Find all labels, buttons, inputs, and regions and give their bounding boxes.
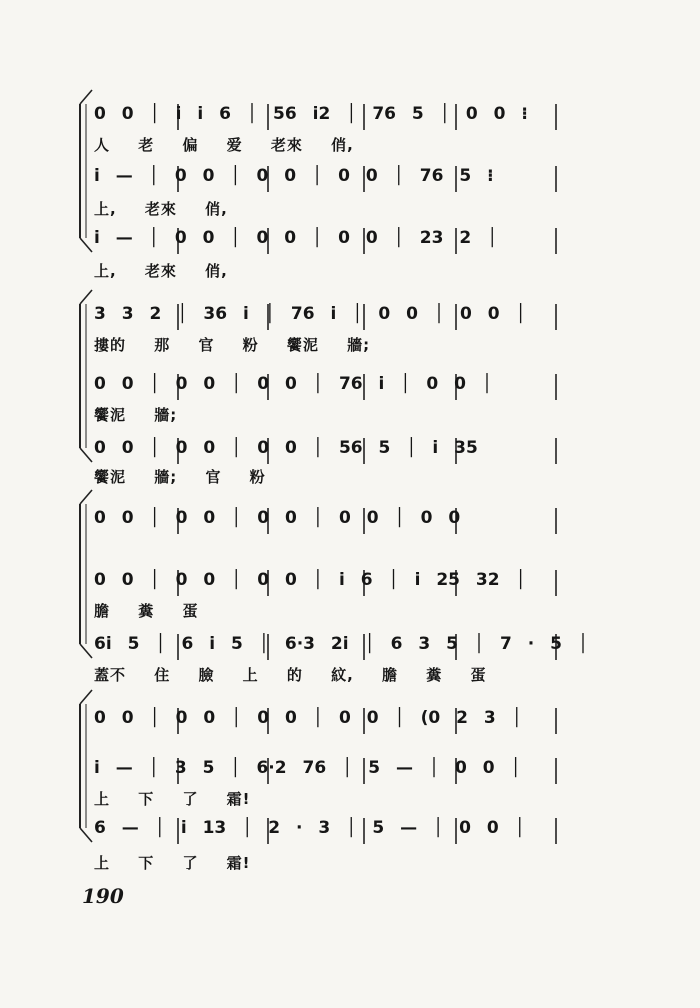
staff-notes: 0 0 │ 0 0 │ 0 0 │ 0 0 │ (0 2 3 │ — [94, 708, 522, 728]
staff-notes: i — │ 0 0 │ 0 0 │ 0 0 │ 76 5 ⁝ — [94, 166, 494, 186]
staff-notes: 0 0 │ i i 6 │ 56 i2 │ 76 5 │ 0 0 ⁝ — [94, 104, 528, 124]
staff-notes: 6i 5 │ 6 i 5 │ 6·3 2i │ 6 3 5 │ 7 · 5 │ — [94, 634, 589, 654]
staff-lyrics: 上 下 了 霜! — [94, 854, 251, 872]
staff-notes: 3 3 2 │ 36 i │ 76 i │ 0 0 │ 0 0 │ — [94, 304, 526, 324]
staff-notes: 0 0 │ 0 0 │ 0 0 │ 76 i │ 0 0 │ — [94, 374, 493, 394]
bracket-top-hook — [80, 690, 92, 704]
staff-lyrics: 摟的 那 官 粉 饗泥 牆; — [94, 336, 371, 354]
bracket-bottom-hook — [80, 828, 92, 842]
staff-lyrics: 蓋不 住 臉 上 的 紋, 膽 糞 蛋 — [94, 666, 487, 684]
bracket-top-hook — [80, 90, 92, 104]
staff-notes: i — │ 0 0 │ 0 0 │ 0 0 │ 23 2 │ — [94, 228, 498, 248]
staff-lyrics: 饗泥 牆; — [94, 406, 178, 424]
staff-notes: i — │ 3 5 │ 6·2 76 │ 5 — │ 0 0 │ — [94, 758, 521, 778]
bracket-top-hook — [80, 490, 92, 504]
staff-notes: 0 0 │ 0 0 │ 0 0 │ 56 5 │ i 35 — [94, 438, 478, 458]
staff-lyrics: 上, 老來 俏, — [94, 200, 228, 218]
staff-notes: 6 — │ i 13 │ 2 · 3 │ 5 — │ 0 0 │ — [94, 818, 525, 838]
staff-lyrics: 上 下 了 霜! — [94, 790, 251, 808]
staff-lyrics: 人 老 偏 爱 老來 俏, — [94, 136, 354, 154]
bracket-bottom-hook — [80, 448, 92, 462]
bracket-bottom-hook — [80, 238, 92, 252]
bracket-top-hook — [80, 290, 92, 304]
staff-notes: 0 0 │ 0 0 │ 0 0 │ 0 0 │ 0 0 — [94, 508, 461, 528]
page-number: 190 — [82, 884, 124, 908]
staff-lyrics: 膽 糞 蛋 — [94, 602, 199, 620]
staff-notes: 0 0 │ 0 0 │ 0 0 │ i 6 │ i 25 32 │ — [94, 570, 526, 590]
staff-lyrics: 饗泥 牆; 官 粉 — [94, 468, 266, 486]
bracket-bottom-hook — [80, 644, 92, 658]
staff-lyrics: 上, 老來 俏, — [94, 262, 228, 280]
